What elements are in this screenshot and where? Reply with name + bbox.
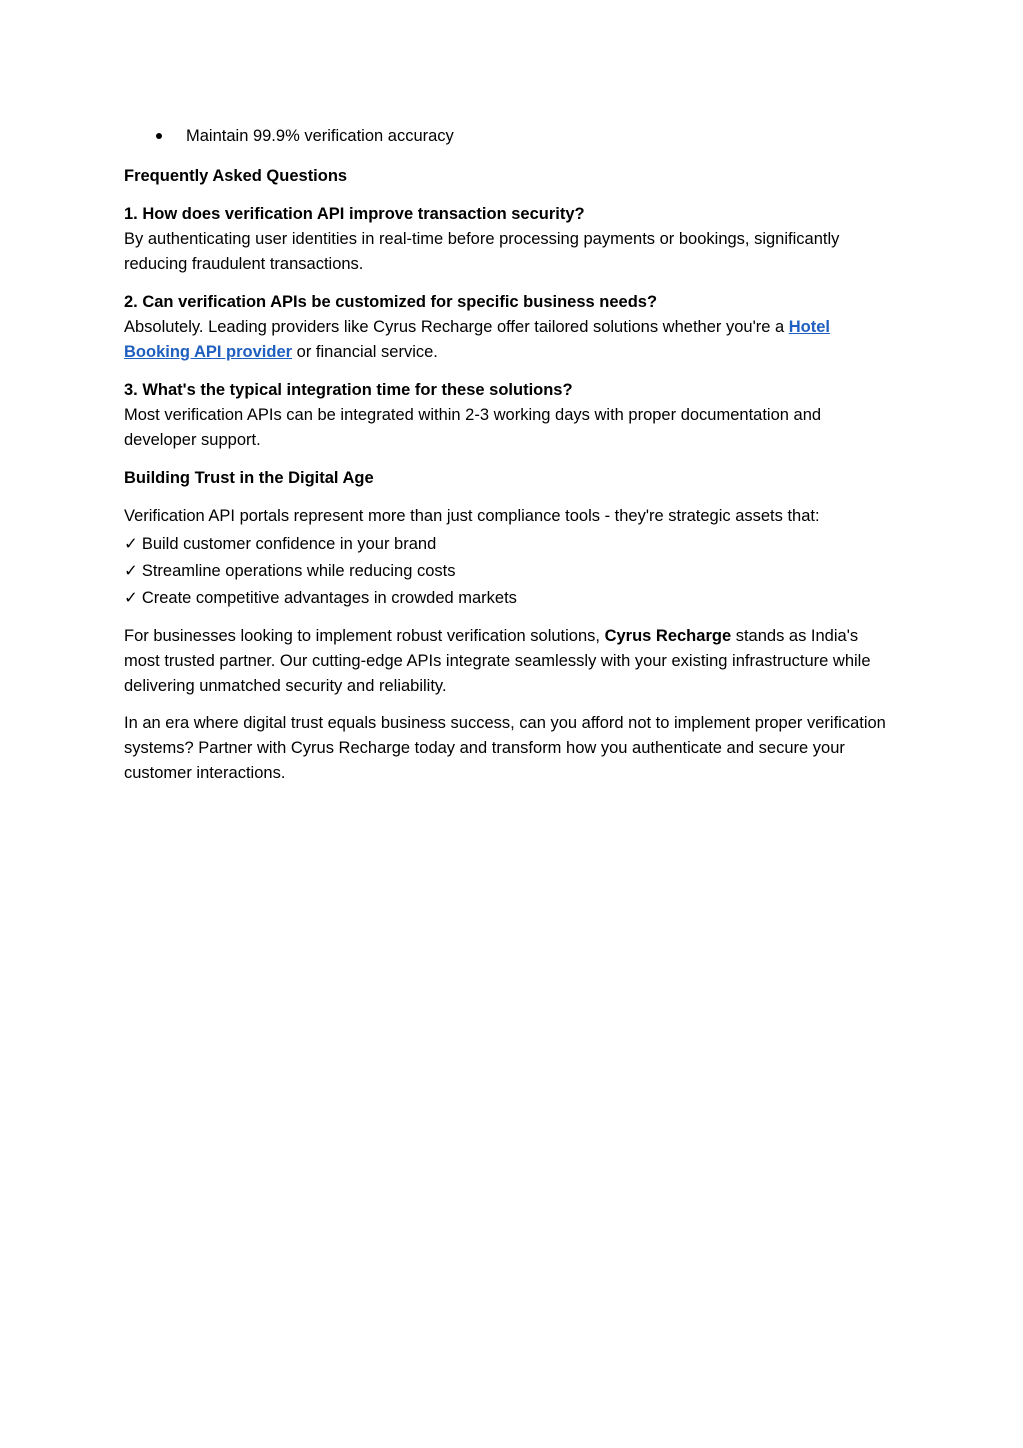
document-page: [124, 122, 894, 798]
check-list: [124, 531, 894, 612]
faq-question: 2. Can verification APIs be customized for specific business needs?: [124, 293, 658, 311]
faq-item: [124, 202, 894, 277]
faq-heading: Frequently Asked Questions: [124, 167, 348, 185]
brand-name: Cyrus Recharge: [604, 627, 732, 645]
check-mark-icon: ✓: [124, 562, 138, 580]
faq-answer-text: Absolutely. Leading providers like Cyrus Recharge offer tailored solutions whether you're a: [124, 318, 789, 336]
faq-answer: By authenticating user identities in real-time before processing payments or bookings, significantly reducing fraudulent transactions.: [124, 230, 840, 273]
closing-paragraph: [124, 624, 894, 699]
final-paragraph: In an era where digital trust equals business success, can you afford not to implement proper verification systems? Partner with Cyrus Recharge today and transform how you authenticate and secure your customer interactions.: [124, 714, 886, 782]
bullet-text: Maintain 99.9% verification accuracy: [186, 127, 454, 145]
trust-intro: Verification API portals represent more than just compliance tools - they're strategic assets that:: [124, 507, 820, 525]
faq-item: [124, 290, 894, 365]
check-text: Streamline operations while reducing costs: [141, 562, 456, 580]
check-item: [124, 558, 894, 585]
closing-text: stands as India's most trusted partner. Our cutting-edge APIs integrate seamlessly with your existing infrastructure while delivering unmatched security and reliability.: [124, 627, 871, 695]
faq-question: 1. How does verification API improve transaction security?: [124, 205, 585, 223]
faq-answer: [124, 315, 894, 365]
check-item: [124, 585, 894, 612]
check-item: [124, 531, 894, 558]
bullet-list: [124, 122, 894, 150]
check-text: Build customer confidence in your brand: [141, 535, 437, 553]
faq-answer-text: or financial service.: [292, 343, 438, 361]
check-mark-icon: ✓: [124, 589, 138, 607]
bullet-dot-icon: [156, 133, 162, 139]
trust-heading: Building Trust in the Digital Age: [124, 469, 374, 487]
bullet-item: [124, 122, 894, 150]
check-mark-icon: ✓: [124, 535, 138, 553]
closing-text: For businesses looking to implement robust verification solutions,: [124, 627, 605, 645]
faq-answer: Most verification APIs can be integrated within 2-3 working days with proper documentation and developer support.: [124, 406, 822, 449]
check-text: Create competitive advantages in crowded markets: [141, 589, 517, 607]
hotel-booking-api-link[interactable]: Hotel Booking API provider: [124, 318, 830, 361]
faq-item: [124, 378, 894, 453]
faq-question: 3. What's the typical integration time for these solutions?: [124, 381, 573, 399]
